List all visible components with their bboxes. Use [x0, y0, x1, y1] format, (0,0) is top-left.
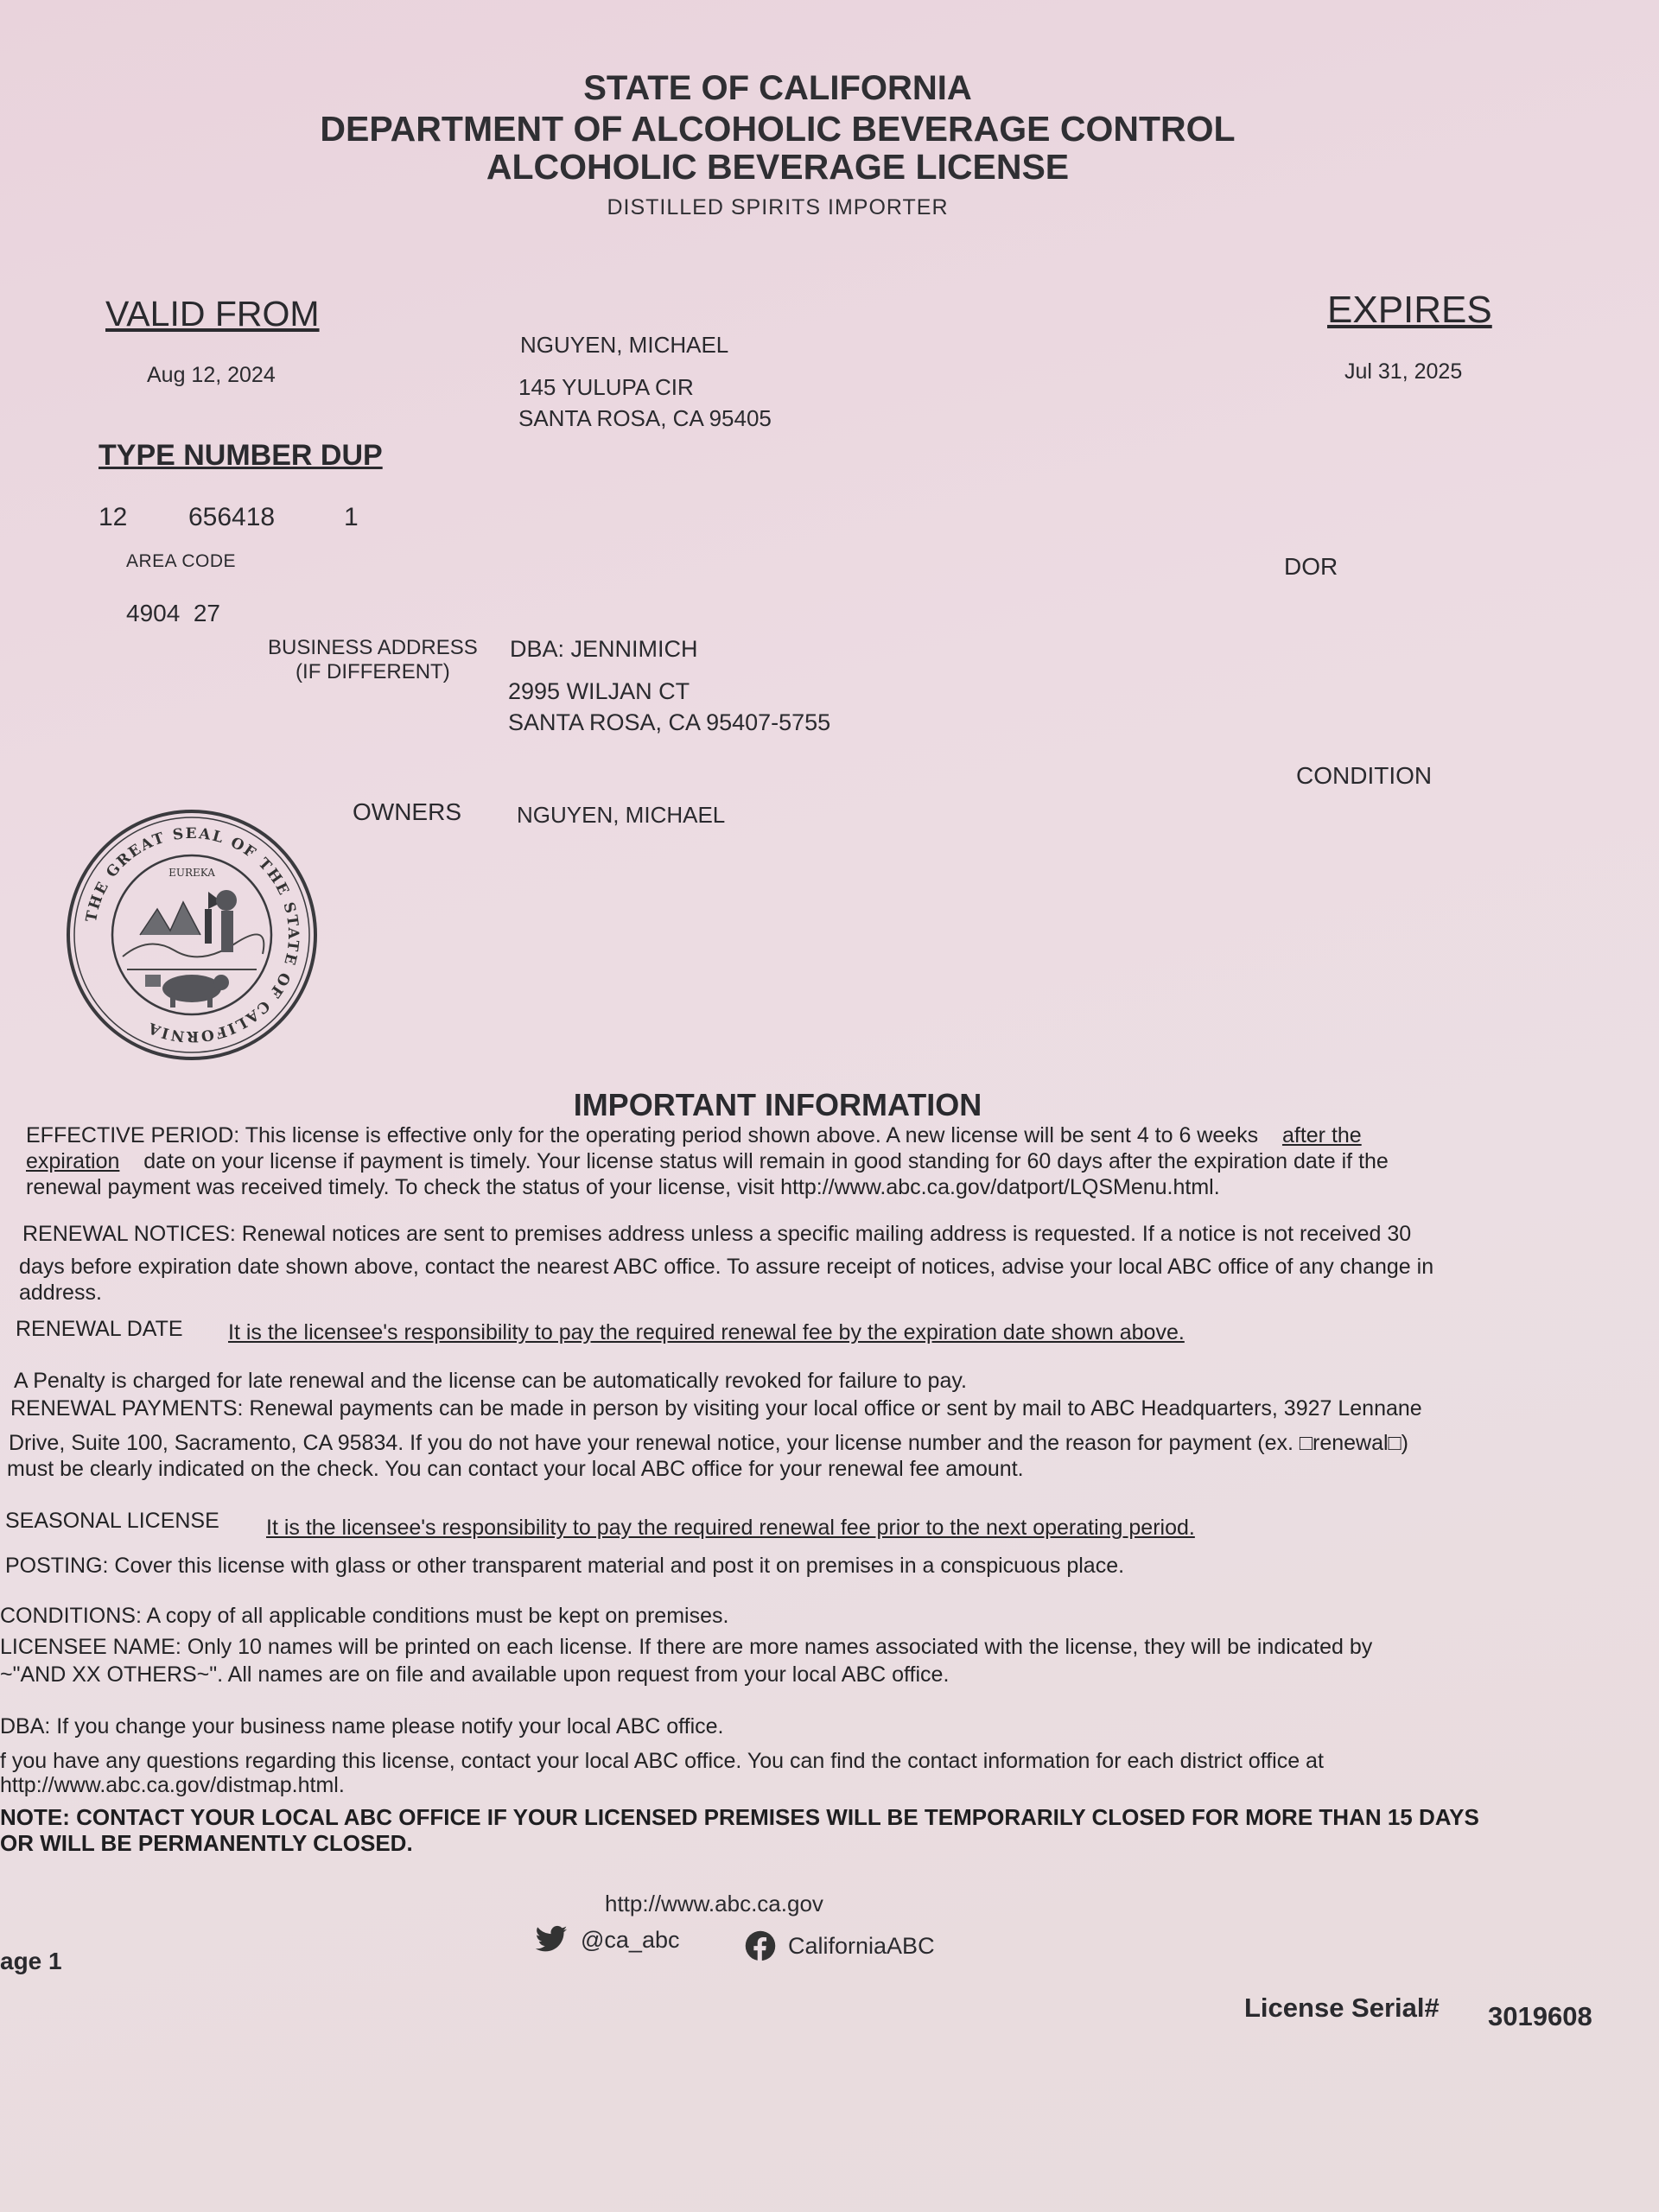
license-serial-number: 3019608: [1488, 2001, 1592, 2031]
licensee-name-line2: ~"AND XX OTHERS~". All names are on file and available upon request from your local ABC office.: [0, 1662, 950, 1687]
dba-name: DBA: JENNIMICH: [510, 636, 698, 662]
facebook-handle-text: CaliforniaABC: [788, 1932, 935, 1959]
abc-website-url: http://www.abc.ca.gov: [605, 1891, 823, 1916]
renewal-notices-line1: RENEWAL NOTICES: Renewal notices are sent to premises address unless a specific mailing address is requested. If a notice is not received 30: [22, 1222, 1412, 1246]
owners-label: OWNERS: [353, 798, 461, 825]
business-address-label-line1: BUSINESS ADDRESS: [268, 636, 478, 659]
twitter-handle-text: @ca_abc: [581, 1926, 680, 1953]
area-code-value-1: 4904: [126, 600, 181, 626]
effective-period-text: EFFECTIVE PERIOD: This license is effective only for the operating period shown above. A new license will be sent 4 to 6 weeks: [26, 1123, 1259, 1147]
effective-period-line1: [26, 1123, 1362, 1147]
seasonal-license-text-underlined: It is the licensee's responsibility to pay the required renewal fee prior to the next operating period.: [266, 1516, 1195, 1540]
dup-value: 1: [344, 503, 359, 531]
note-line2: OR WILL BE PERMANENTLY CLOSED.: [0, 1830, 413, 1856]
facebook-icon: [745, 1930, 776, 1961]
penalty-text: A Penalty is charged for late renewal and the license can be automatically revoked for failure to pay.: [14, 1369, 967, 1393]
department-title: DEPARTMENT OF ALCOHOLIC BEVERAGE CONTROL: [320, 109, 1236, 149]
renewal-payments-line2: Drive, Suite 100, Sacramento, CA 95834. If you do not have your renewal notice, your license number and the reason for payment (ex. □renewal□): [9, 1431, 1408, 1455]
licensee-name: NGUYEN, MICHAEL: [520, 332, 729, 358]
renewal-date-text: [228, 1320, 1185, 1344]
renewal-payments-line3: must be clearly indicated on the check. You can contact your local ABC office for your renewal fee amount.: [7, 1457, 1024, 1481]
owners-value: NGUYEN, MICHAEL: [517, 802, 726, 828]
page-number: age 1: [0, 1948, 62, 1974]
seasonal-license-label: SEASONAL LICENSE: [5, 1509, 219, 1533]
license-type: DISTILLED SPIRITS IMPORTER: [607, 195, 949, 219]
effective-period-after: after the: [1281, 1123, 1362, 1147]
questions-line2: http://www.abc.ca.gov/distmap.html.: [0, 1773, 345, 1797]
license-serial-label: License Serial#: [1244, 1993, 1440, 2023]
effective-period-text-2: date on your license if payment is timely. Your license status will remain in good standing for 60 days after the expiration date if the: [143, 1149, 1389, 1173]
business-address-label-line2: (IF DIFFERENT): [296, 660, 450, 683]
effective-period-expiration: expiration: [26, 1149, 120, 1173]
california-seal-icon: [62, 805, 321, 1065]
twitter-bird-icon: [534, 1925, 569, 1955]
seasonal-license-text: [266, 1516, 1195, 1540]
effective-period-line3: renewal payment was received timely. To check the status of your license, visit http://www.abc.ca.gov/datport/LQSMenu.html.: [26, 1175, 1220, 1199]
posting-text: POSTING: Cover this license with glass or other transparent material and post it on premises in a conspicuous place.: [5, 1554, 1125, 1578]
type-number-label: TYPE NUMBER DUP: [99, 439, 383, 472]
twitter-handle: [534, 1925, 679, 1955]
area-code-value-2: 27: [193, 600, 221, 626]
expires-label: EXPIRES: [1327, 289, 1492, 331]
business-address: [508, 676, 830, 738]
important-information-title: IMPORTANT INFORMATION: [573, 1087, 982, 1122]
renewal-notices-line3: address.: [19, 1281, 102, 1305]
renewal-date-label: RENEWAL DATE: [16, 1317, 183, 1341]
business-address-line2: SANTA ROSA, CA 95407-5755: [508, 709, 831, 735]
type-value: 12: [99, 503, 128, 531]
renewal-notices-line2: days before expiration date shown above, contact the nearest ABC office. To assure receipt of notices, advise your local ABC office of any change in: [19, 1255, 1434, 1279]
renewal-payments-line1: RENEWAL PAYMENTS: Renewal payments can be made in person by visiting your local office or sent by mail to ABC Headquarters, 3927 Lennane: [10, 1396, 1422, 1421]
svg-text:EUREKA: EUREKA: [168, 867, 215, 879]
facebook-handle: [745, 1930, 935, 1961]
dor-label: DOR: [1284, 553, 1338, 580]
licensee-address-line1: 145 YULUPA CIR: [518, 374, 694, 400]
license-title: ALCOHOLIC BEVERAGE LICENSE: [486, 147, 1070, 187]
type-number-values: [99, 503, 359, 532]
licensee-address-line2: SANTA ROSA, CA 95405: [518, 405, 772, 431]
note-line1: NOTE: CONTACT YOUR LOCAL ABC OFFICE IF YOUR LICENSED PREMISES WILL BE TEMPORARILY CLOSED FOR MORE THAN 15 DAYS: [0, 1804, 1479, 1830]
number-value: 656418: [188, 503, 276, 531]
effective-period-line2: [26, 1149, 1389, 1173]
dba-notice: DBA: If you change your business name please notify your local ABC office.: [0, 1714, 724, 1738]
renewal-date-text-underlined: It is the licensee's responsibility to pay the required renewal fee by the expiration date shown above.: [228, 1320, 1185, 1344]
state-title: STATE OF CALIFORNIA: [583, 69, 972, 107]
licensee-name-line1: LICENSEE NAME: Only 10 names will be printed on each license. If there are more names associated with the license, they will be indicated by: [0, 1635, 1373, 1659]
business-address-label: [268, 636, 478, 684]
questions-line1: f you have any questions regarding this license, contact your local ABC office. You can find the contact information for each district office at: [0, 1749, 1324, 1773]
valid-from-date: Aug 12, 2024: [147, 363, 276, 387]
expires-date: Jul 31, 2025: [1344, 359, 1463, 384]
condition-label: CONDITION: [1296, 762, 1433, 789]
conditions-text: CONDITIONS: A copy of all applicable conditions must be kept on premises.: [0, 1604, 729, 1628]
business-address-line1: 2995 WILJAN CT: [508, 678, 690, 704]
area-code-label: AREA CODE: [126, 551, 237, 571]
svg-text:THE GREAT SEAL OF THE STATE OF: THE GREAT SEAL OF THE STATE OF CALIFORNIA: [82, 824, 302, 1046]
valid-from-label: VALID FROM: [105, 294, 320, 334]
area-code-values: [126, 600, 220, 627]
licensee-address: [518, 372, 772, 434]
